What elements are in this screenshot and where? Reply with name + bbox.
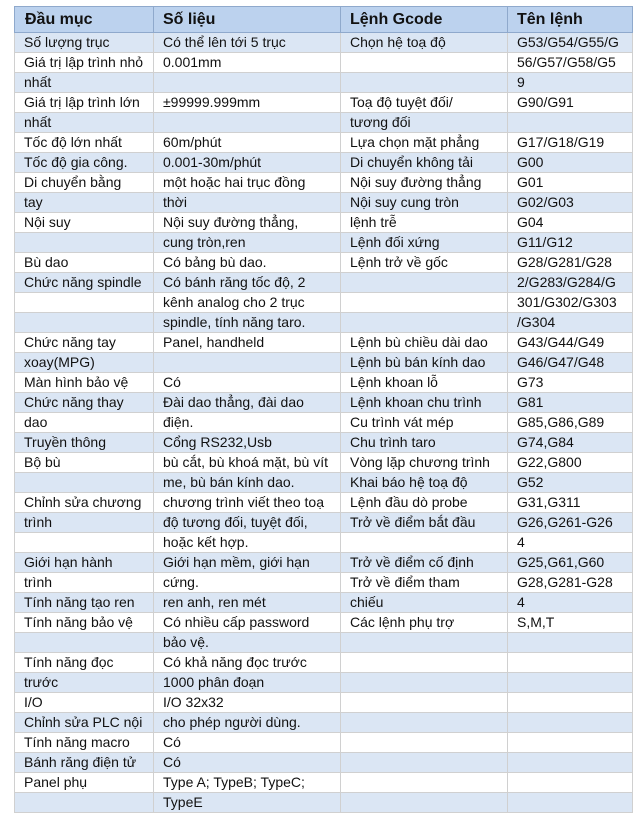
cell-value: kênh analog cho 2 trục [154, 293, 341, 313]
cell-gcode: lệnh trễ [341, 213, 508, 233]
cell-value: cứng. [154, 573, 341, 593]
table-row [15, 33, 633, 53]
cell-value: Đài dao thẳng, đài dao [154, 393, 341, 413]
cell-value: một hoặc hai trục đồng [154, 173, 341, 193]
cell-value: Có bánh răng tốc độ, 2 [154, 273, 341, 293]
cell-command: 9 [508, 73, 633, 93]
cell-item [15, 233, 154, 253]
table-row [15, 93, 633, 113]
table-row [15, 533, 633, 553]
cell-gcode [341, 273, 508, 293]
cell-value: bù cắt, bù khoá mặt, bù vít [154, 453, 341, 473]
cell-command: G11/G12 [508, 233, 633, 253]
cell-item: Tính năng tạo ren [15, 593, 154, 613]
cell-value: TypeE [154, 793, 341, 813]
table-row [15, 633, 633, 653]
cell-command [508, 733, 633, 753]
table-row [15, 373, 633, 393]
cell-item: Truyền thông [15, 433, 154, 453]
cell-gcode [341, 533, 508, 553]
header-item: Đầu mục [15, 7, 154, 33]
cell-command: G00 [508, 153, 633, 173]
cell-item: Giới hạn hành [15, 553, 154, 573]
cell-command: G52 [508, 473, 633, 493]
cell-gcode: Trở về điểm cố định [341, 553, 508, 573]
table-row [15, 353, 633, 373]
cell-gcode: Nội suy đường thẳng [341, 173, 508, 193]
cell-value: Panel, handheld [154, 333, 341, 353]
table-row [15, 313, 633, 333]
cell-command: G02/G03 [508, 193, 633, 213]
cell-item: nhất [15, 113, 154, 133]
cell-command: G04 [508, 213, 633, 233]
cell-gcode [341, 693, 508, 713]
cell-value: thời [154, 193, 341, 213]
cell-gcode: Trở về điểm bắt đầu [341, 513, 508, 533]
table-row [15, 213, 633, 233]
cell-command: G74,G84 [508, 433, 633, 453]
cell-command: /G304 [508, 313, 633, 333]
cell-command [508, 713, 633, 733]
cell-item: Số lượng trục [15, 33, 154, 53]
cell-gcode: Lệnh đối xứng [341, 233, 508, 253]
table-row [15, 473, 633, 493]
cell-value: Có thể lên tới 5 trục [154, 33, 341, 53]
cell-gcode [341, 733, 508, 753]
cell-gcode [341, 653, 508, 673]
cell-value: spindle, tính năng taro. [154, 313, 341, 333]
cell-value [154, 73, 341, 93]
cell-gcode: Cu trình vát mép [341, 413, 508, 433]
cell-gcode [341, 633, 508, 653]
cell-gcode [341, 673, 508, 693]
cell-gcode [341, 313, 508, 333]
table-row [15, 573, 633, 593]
table-row [15, 153, 633, 173]
header-gcode: Lệnh Gcode [341, 7, 508, 33]
cell-gcode: Khai báo hệ toạ độ [341, 473, 508, 493]
cell-command: G53/G54/G55/G [508, 33, 633, 53]
cell-command: 4 [508, 593, 633, 613]
cell-command [508, 113, 633, 133]
cell-value: 60m/phút [154, 133, 341, 153]
cell-value: bảo vệ. [154, 633, 341, 653]
cell-item [15, 793, 154, 813]
header-row [15, 7, 633, 33]
spec-table [14, 6, 633, 813]
cell-gcode: Lệnh bù chiều dài dao [341, 333, 508, 353]
cell-item: Giá trị lập trình lớn [15, 93, 154, 113]
table-row [15, 673, 633, 693]
cell-command [508, 673, 633, 693]
cell-gcode: Lệnh bù bán kính dao [341, 353, 508, 373]
cell-item: Tính năng bảo vệ [15, 613, 154, 633]
cell-command [508, 653, 633, 673]
cell-command: S,M,T [508, 613, 633, 633]
cell-value: cung tròn,ren [154, 233, 341, 253]
cell-value: điện. [154, 413, 341, 433]
cell-item: Tính năng đọc [15, 653, 154, 673]
cell-command: G31,G311 [508, 493, 633, 513]
cell-command: G26,G261-G26 [508, 513, 633, 533]
cell-item: trình [15, 513, 154, 533]
cell-gcode: Lệnh khoan lỗ [341, 373, 508, 393]
cell-gcode: tương đối [341, 113, 508, 133]
table-row [15, 173, 633, 193]
cell-item: Bộ bù [15, 453, 154, 473]
cell-value: me, bù bán kính dao. [154, 473, 341, 493]
cell-item: tay [15, 193, 154, 213]
cell-item: Chức năng tay [15, 333, 154, 353]
table-row [15, 273, 633, 293]
table-row [15, 193, 633, 213]
cell-value: Có [154, 373, 341, 393]
cell-value: 1000 phân đoạn [154, 673, 341, 693]
cell-item: Bánh răng điện tử [15, 753, 154, 773]
cell-gcode: chiếu [341, 593, 508, 613]
cell-value: Nội suy đường thẳng, [154, 213, 341, 233]
cell-value: Giới hạn mềm, giới hạn [154, 553, 341, 573]
cell-command: 56/G57/G58/G5 [508, 53, 633, 73]
cell-item: Bù dao [15, 253, 154, 273]
cell-item: Giá trị lập trình nhỏ [15, 53, 154, 73]
cell-item: Chỉnh sửa PLC nội [15, 713, 154, 733]
cell-value [154, 113, 341, 133]
cell-command [508, 793, 633, 813]
cell-gcode: Nội suy cung tròn [341, 193, 508, 213]
cell-gcode [341, 53, 508, 73]
cell-command: 301/G302/G303 [508, 293, 633, 313]
cell-gcode: Lệnh trở về gốc [341, 253, 508, 273]
table-row [15, 553, 633, 573]
cell-value: Có khả năng đọc trước [154, 653, 341, 673]
cell-gcode [341, 713, 508, 733]
cell-item: I/O [15, 693, 154, 713]
cell-command: G28/G281/G28 [508, 253, 633, 273]
header-command: Tên lệnh [508, 7, 633, 33]
cell-value: ren anh, ren mét [154, 593, 341, 613]
cell-gcode: Các lệnh phụ trợ [341, 613, 508, 633]
cell-item: Chức năng spindle [15, 273, 154, 293]
cell-value: Có [154, 753, 341, 773]
cell-item [15, 533, 154, 553]
table-row [15, 493, 633, 513]
table-row [15, 253, 633, 273]
header-value: Số liệu [154, 7, 341, 33]
table-row [15, 693, 633, 713]
cell-item: nhất [15, 73, 154, 93]
cell-value: Có nhiều cấp password [154, 613, 341, 633]
cell-command: 4 [508, 533, 633, 553]
table-row [15, 393, 633, 413]
table-row [15, 113, 633, 133]
cell-value: 0.001-30m/phút [154, 153, 341, 173]
cell-command: G81 [508, 393, 633, 413]
cell-gcode: Vòng lặp chương trình [341, 453, 508, 473]
cell-value [154, 353, 341, 373]
cell-value: 0.001mm [154, 53, 341, 73]
cell-gcode: Toạ độ tuyệt đối/ [341, 93, 508, 113]
cell-gcode [341, 293, 508, 313]
cell-value: độ tương đối, tuyệt đối, [154, 513, 341, 533]
table-row [15, 73, 633, 93]
cell-command [508, 693, 633, 713]
cell-item [15, 293, 154, 313]
cell-item: Chức năng thay [15, 393, 154, 413]
cell-item: Tốc độ gia công. [15, 153, 154, 173]
cell-item [15, 473, 154, 493]
table-row [15, 793, 633, 813]
cell-value: Có [154, 733, 341, 753]
table-row [15, 233, 633, 253]
cell-value: I/O 32x32 [154, 693, 341, 713]
table-row [15, 133, 633, 153]
cell-value: Có bảng bù dao. [154, 253, 341, 273]
cell-gcode: Chọn hệ toạ độ [341, 33, 508, 53]
cell-gcode: Lệnh đầu dò probe [341, 493, 508, 513]
cell-value: Cổng RS232,Usb [154, 433, 341, 453]
cell-command: G01 [508, 173, 633, 193]
cell-command: 2/G283/G284/G [508, 273, 633, 293]
table-row [15, 733, 633, 753]
cell-value: ±99999.999mm [154, 93, 341, 113]
table-row [15, 593, 633, 613]
table-row [15, 433, 633, 453]
cell-item: dao [15, 413, 154, 433]
cell-command: G25,G61,G60 [508, 553, 633, 573]
cell-item: Màn hình bảo vệ [15, 373, 154, 393]
cell-item: trước [15, 673, 154, 693]
cell-gcode: Trở về điểm tham [341, 573, 508, 593]
cell-item [15, 633, 154, 653]
cell-value: hoặc kết hợp. [154, 533, 341, 553]
cell-command: G22,G800 [508, 453, 633, 473]
table-row [15, 453, 633, 473]
cell-item: Panel phụ [15, 773, 154, 793]
cell-command [508, 753, 633, 773]
table-row [15, 613, 633, 633]
cell-command: G73 [508, 373, 633, 393]
cell-item: Chỉnh sửa chương [15, 493, 154, 513]
cell-command: G85,G86,G89 [508, 413, 633, 433]
cell-item [15, 313, 154, 333]
table-body [15, 33, 633, 813]
table-row [15, 753, 633, 773]
cell-item: Tính năng macro [15, 733, 154, 753]
table-row [15, 333, 633, 353]
cell-item: Nội suy [15, 213, 154, 233]
table-row [15, 513, 633, 533]
table-row [15, 293, 633, 313]
cell-item: Di chuyển bằng [15, 173, 154, 193]
table-row [15, 713, 633, 733]
cell-command: G28,G281-G28 [508, 573, 633, 593]
cell-item: Tốc độ lớn nhất [15, 133, 154, 153]
cell-command: G46/G47/G48 [508, 353, 633, 373]
cell-value: chương trình viết theo toạ [154, 493, 341, 513]
cell-command [508, 633, 633, 653]
cell-gcode [341, 753, 508, 773]
cell-command: G90/G91 [508, 93, 633, 113]
cell-gcode: Chu trình taro [341, 433, 508, 453]
cell-item: xoay(MPG) [15, 353, 154, 373]
cell-value: Type A; TypeB; TypeC; [154, 773, 341, 793]
cell-command: G43/G44/G49 [508, 333, 633, 353]
cell-gcode: Lệnh khoan chu trình [341, 393, 508, 413]
cell-gcode: Lựa chọn mặt phẳng [341, 133, 508, 153]
cell-value: cho phép người dùng. [154, 713, 341, 733]
table-row [15, 53, 633, 73]
cell-item: trình [15, 573, 154, 593]
cell-gcode [341, 73, 508, 93]
table-row [15, 653, 633, 673]
table-row [15, 413, 633, 433]
cell-command: G17/G18/G19 [508, 133, 633, 153]
cell-gcode [341, 793, 508, 813]
cell-gcode: Di chuyển không tải [341, 153, 508, 173]
